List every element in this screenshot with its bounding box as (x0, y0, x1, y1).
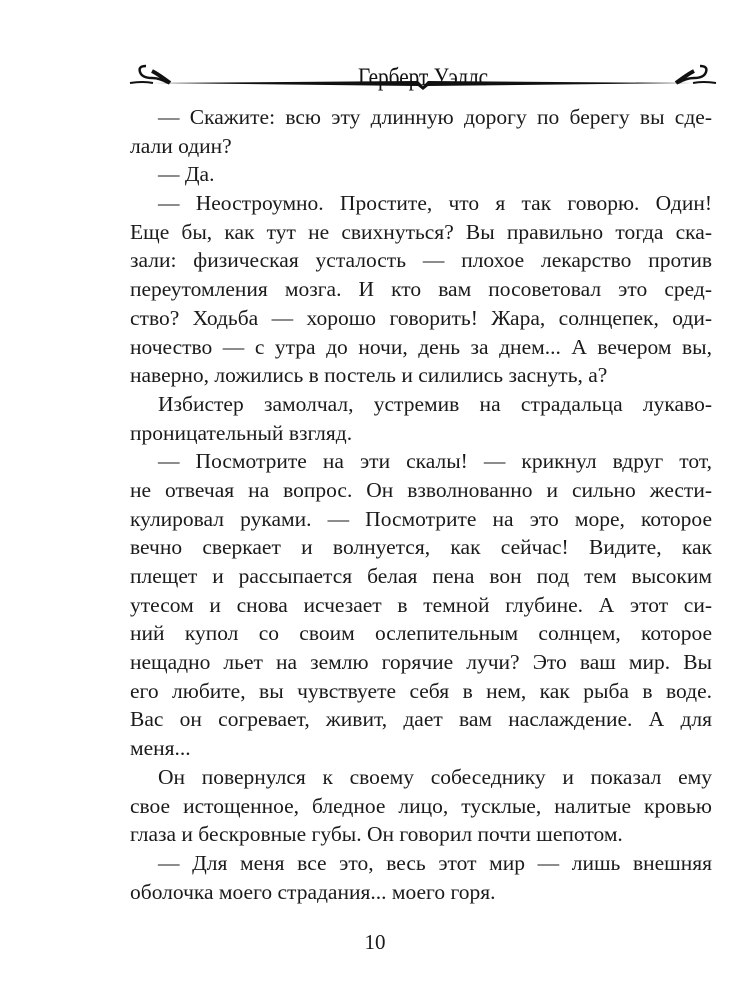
text-line: ство? Ходьба — хорошо говорить! Жара, солнцепек, оди- (130, 305, 712, 330)
text-line: наверно, ложились в постель и силились заснуть, а? (130, 363, 608, 388)
text-line: проницательный взгляд. (130, 420, 353, 445)
text-line: — Неостроумно. Простите, что я так говорю. Один! (158, 191, 712, 216)
text-line: — Скажите: всю эту длинную дорогу по берегу вы сде- (158, 105, 712, 129)
paragraph (130, 763, 712, 849)
text-line: ночество — с утра до ночи, день за днем... А вечером вы, (130, 334, 712, 359)
paragraph (130, 390, 712, 447)
text-line: плещет и рассыпается белая пена вон под тем высоким (130, 564, 712, 588)
text-line: Он повернулся к своему собеседнику и показал ему (158, 764, 712, 789)
text-line: переутомления мозга. И кто вам посоветовал это сред- (130, 277, 712, 302)
text-line: Избистер замолчал, устремив на страдальца лукаво- (158, 391, 712, 416)
text-line: — Посмотрите на эти скалы! — крикнул вдруг тот, (158, 449, 712, 474)
text-line: Вас он согревает, живит, дает вам наслаждение. А для (130, 707, 712, 732)
paragraph (130, 103, 712, 160)
text-line: не отвечая на вопрос. Он взволнованно и сильно жести- (130, 477, 712, 502)
text-line: — Да. (158, 162, 215, 187)
paragraph (130, 160, 712, 189)
page-body (130, 103, 712, 906)
text-line: оболочка моего страдания... моего горя. (130, 879, 496, 904)
text-line: вечно сверкает и волнуется, как сейчас! Видите, как (130, 535, 712, 560)
text-line: его любите, вы чувствуете себя в нем, как рыба в воде. (130, 678, 712, 703)
text-line: глаза и бескровные губы. Он говорил почти шепотом. (130, 822, 623, 847)
running-title: Герберт Уэллс (357, 64, 489, 91)
text-line: меня... (130, 736, 191, 761)
paragraph (130, 447, 712, 763)
text-line: нещадно льет на землю горячие лучи? Это ваш мир. Вы (130, 650, 712, 675)
page-number: 10 (364, 930, 386, 954)
text-line: утесом и снова исчезает в темной глубине. А этот си- (130, 592, 712, 617)
text-line: Еще бы, как тут не свихнуться? Вы правильно тогда ска- (130, 219, 712, 244)
text-line: ний купол со своим ослепительным солнцем, которое (130, 621, 712, 646)
paragraph (130, 849, 712, 906)
running-header (128, 52, 718, 102)
text-line: лали один? (130, 133, 232, 158)
text-line: свое истощенное, бледное лицо, тусклые, налитые кровью (130, 793, 712, 818)
text-line: зали: физическая усталость — плохое лекарство против (130, 248, 712, 273)
text-line: кулировал руками. — Посмотрите на это море, которое (130, 506, 712, 531)
paragraph (130, 189, 712, 390)
text-line: — Для меня все это, весь этот мир — лишь внешняя (158, 850, 712, 875)
